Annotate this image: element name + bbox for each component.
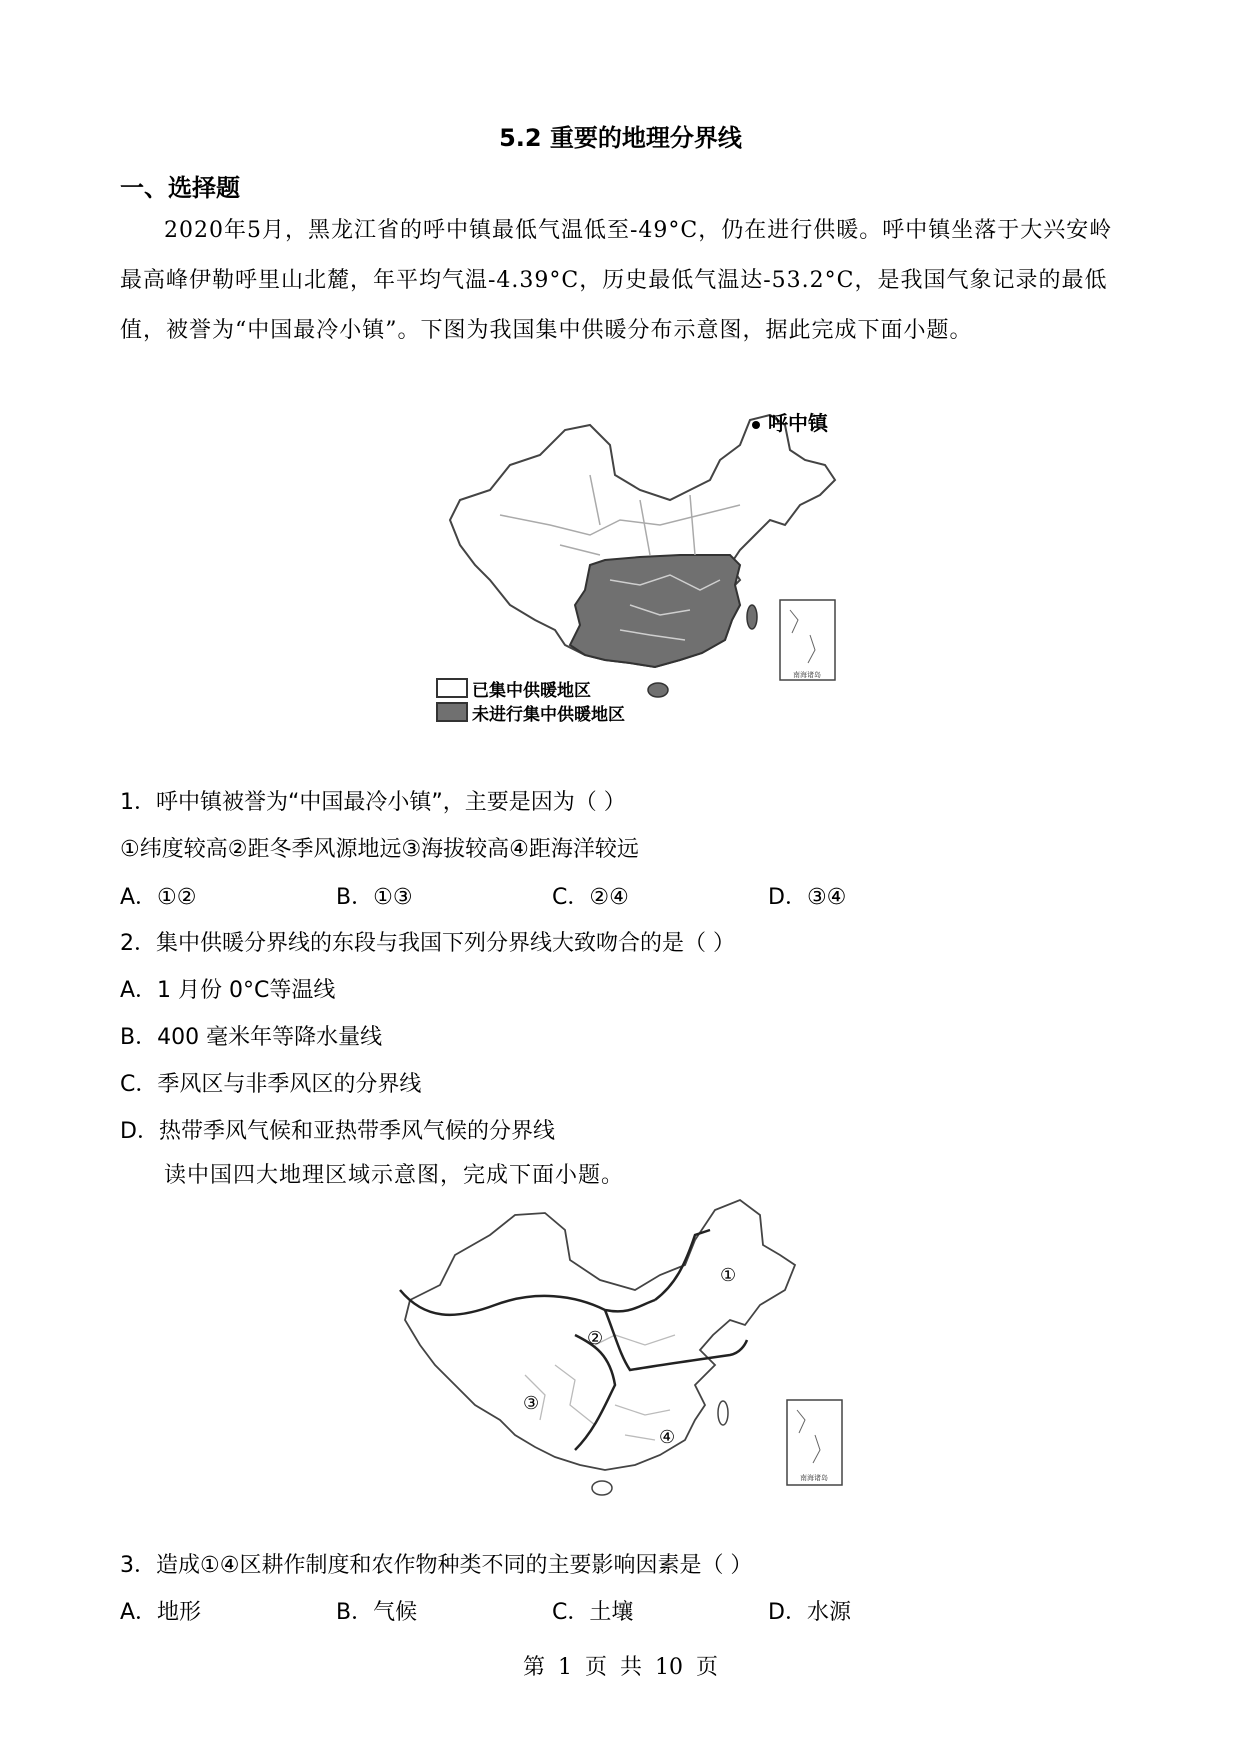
inset-label: 南海诸岛 [793,671,821,679]
legend-swatch-heated [436,678,468,698]
region-2-label: ② [587,1328,604,1349]
map-legend [436,676,625,724]
q1-option-a: A．①② [120,885,197,910]
q2-option-b: B．400 毫米年等降水量线 [120,1025,383,1050]
unheated-region [570,555,740,667]
section-heading: 一、选择题 [120,174,240,202]
q1-option-b: B．①③ [336,885,413,910]
q3-option-d: D．水源 [768,1600,851,1625]
town-label: 呼中镇 [768,411,828,435]
question-1-items: ①纬度较高②距冬季风源地远③海拔较高④距海洋较远 [120,837,639,862]
page-footer: 第 1 页 共 10 页 [523,1655,718,1680]
q3-option-b: B．气候 [336,1600,418,1625]
region-3-label: ③ [523,1393,540,1414]
regions-map-svg [395,1195,845,1525]
intro-paragraph-1: 2020年5月，黑龙江省的呼中镇最低气温低至-49°C，仍在进行供暖。呼中镇坐落于大兴安岭最高峰伊勒呼里山北麓，年平均气温-4.39°C，历史最低气温达-53.2°C，是我国气象记录的最低值，被誉为“中国最冷小镇”。下图为我国集中供暖分布示意图，据此完成下面小题。 [120,218,1113,343]
question-2-stem: 2．集中供暖分界线的东段与我国下列分界线大致吻合的是（ ） [120,931,735,956]
legend-unheated-label: 未进行集中供暖地区 [472,704,625,725]
question-3-stem: 3．造成①④区耕作制度和农作物种类不同的主要影响因素是（ ） [120,1553,753,1578]
legend-heated-label: 已集中供暖地区 [472,680,591,701]
intro-paragraph-2: 读中国四大地理区域示意图，完成下面小题。 [164,1163,625,1188]
q1-option-c: C．②④ [552,885,629,910]
q1-option-d: D．③④ [768,885,847,910]
legend-swatch-unheated [436,702,468,722]
inset-label-2: 南海诸岛 [800,1474,828,1482]
question-1-stem: 1．呼中镇被誉为“中国最冷小镇”，主要是因为（ ） [120,790,626,815]
q3-option-c: C．土壤 [552,1600,634,1625]
region-4-label: ④ [659,1427,676,1448]
region-1-label: ① [720,1265,737,1286]
q3-option-a: A．地形 [120,1600,202,1625]
page-title: 5.2 重要的地理分界线 [499,124,742,152]
q2-option-a: A．1 月份 0°C等温线 [120,978,336,1003]
q2-option-d: D．热带季风气候和亚热带季风气候的分界线 [120,1119,555,1144]
q2-option-c: C．季风区与非季风区的分界线 [120,1072,422,1097]
regions-map [395,1195,845,1525]
